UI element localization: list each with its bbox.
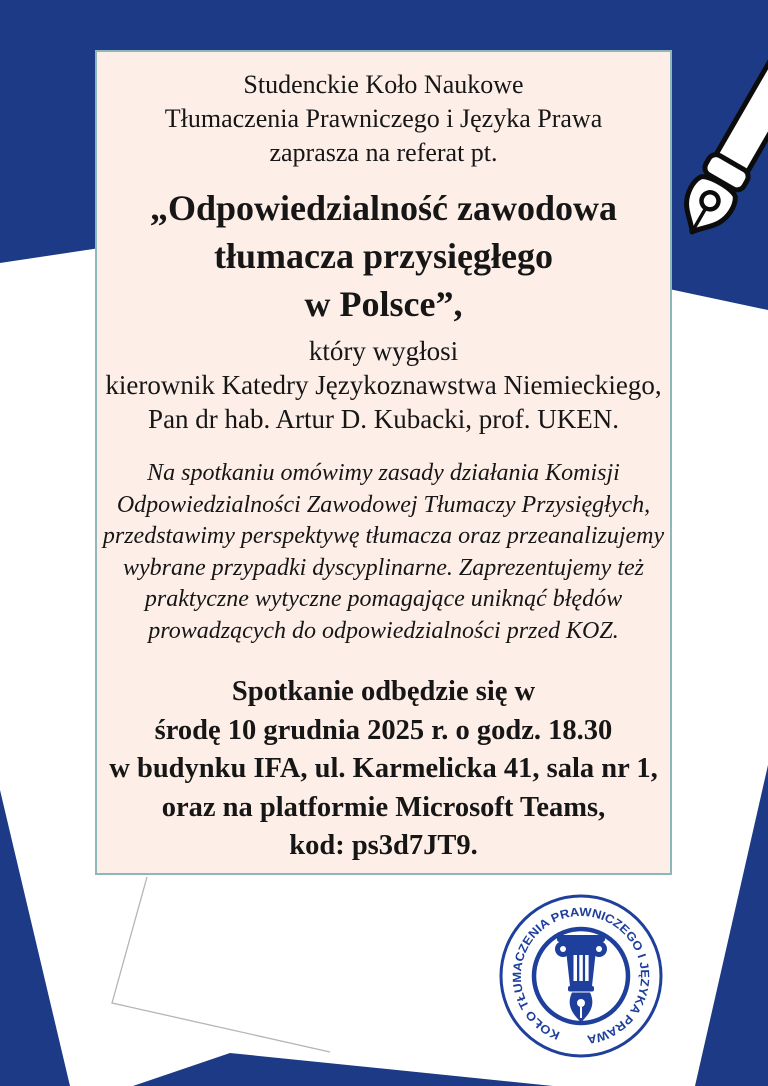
- meeting-details: [97, 673, 670, 866]
- details-line-3: w budynku IFA, ul. Karmelicka 41, sala nr 1,: [109, 753, 658, 784]
- description-line-3: przedstawimy perspektywę tłumacza oraz przeanalizujemy: [102, 523, 665, 549]
- header-line-1: Studenckie Koło Naukowe: [243, 70, 524, 99]
- speaker-intro: który wygłosi: [308, 336, 459, 366]
- talk-title: [97, 184, 670, 328]
- description-line-5: praktyczne wytyczne pomagające uniknąć błędów: [144, 586, 623, 612]
- speaker-line-2: Pan dr hab. Artur D. Kubacki, prof. UKEN.: [148, 404, 619, 434]
- details-line-1: Spotkanie odbędzie się w: [231, 676, 536, 707]
- talk-title-line-1: „Odpowiedzialność zawodowa: [149, 188, 618, 228]
- description-line-2: Odpowiedzialności Zawodowej Tłumaczy Przysięgłych,: [116, 491, 651, 518]
- talk-description: [97, 458, 670, 647]
- description-line-4: wybrane przypadki dyscyplinarne. Zaprezentujemy też: [122, 554, 644, 581]
- header-line-2: Tłumaczenia Prawniczego i Języka Prawa: [164, 104, 603, 133]
- talk-title-line-2: tłumacza przysięgłego: [214, 236, 553, 276]
- description-line-6: prowadzących do odpowiedzialności przed KOZ.: [148, 617, 619, 644]
- club-logo-seal: [481, 876, 681, 1076]
- details-line-5: kod: ps3d7JT9.: [289, 830, 478, 861]
- logo-ring-text: KOŁO TŁUMACZENIA PRAWNICZEGO I JĘZYKA PRAWA: [509, 904, 653, 1047]
- header-line-3: zaprasza na referat pt.: [269, 138, 498, 167]
- details-line-2: środę 10 grudnia 2025 r. o godz. 18.30: [154, 714, 613, 746]
- talk-title-line-3: w Polsce”,: [304, 284, 463, 324]
- speaker-line-1: kierownik Katedry Językoznawstwa Niemieckiego,: [105, 370, 662, 400]
- details-line-4: oraz na platformie Microsoft Teams,: [161, 791, 606, 823]
- description-line-1: Na spotkaniu omówimy zasady działania Komisji: [147, 460, 620, 486]
- content-panel: [95, 50, 672, 875]
